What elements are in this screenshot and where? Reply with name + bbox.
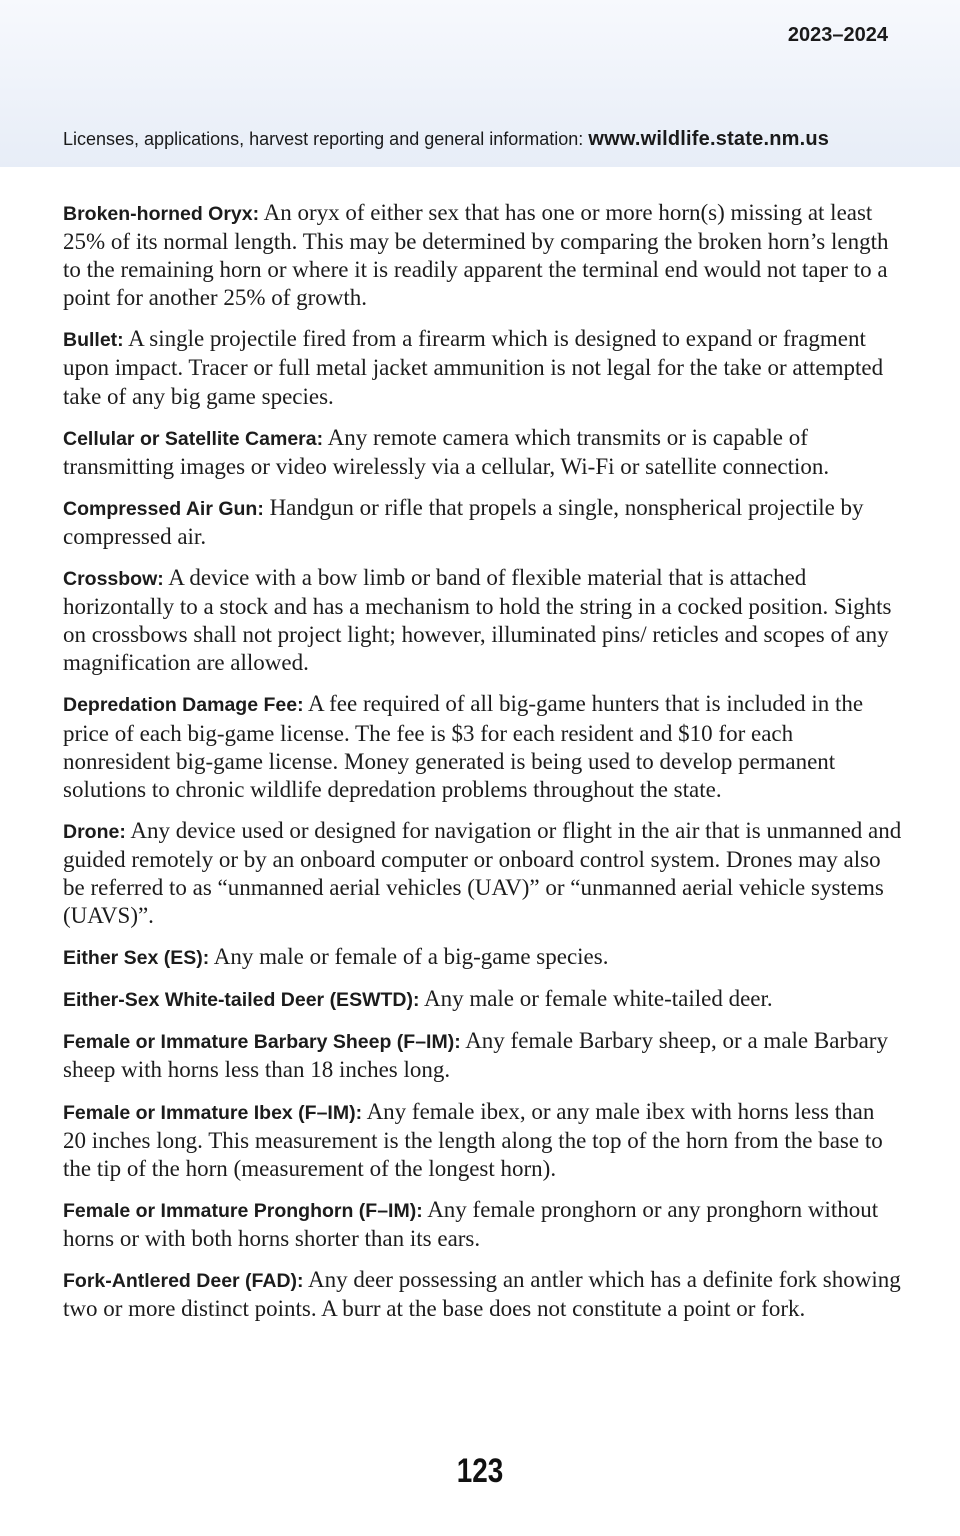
definition-term: Cellular or Satellite Camera: <box>63 427 324 450</box>
definition-entry <box>63 690 903 803</box>
definition-text: An oryx of either sex that has one or more horn(s) missing at least 25% of its normal length. This may be determined by comparing the broken horn’s length to the remaining horn or where it is readily apparent the terminal end would not taper to a point for another 25% of growth. <box>63 200 889 311</box>
definition-text: Handgun or rifle that propels a single, nonspherical projectile by compressed air. <box>63 494 864 549</box>
definition-entry <box>63 1098 903 1183</box>
definition-term: Female or Immature Ibex (F–IM): <box>63 1101 363 1124</box>
definition-entry <box>63 1027 903 1084</box>
definition-text: Any remote camera which transmits or is capable of transmitting images or video wirelessly via a cellular, Wi-Fi or satellite connection. <box>63 424 830 479</box>
definition-text: Any deer possessing an antler which has a definite fork showing two or more distinct points. A burr at the base does not constitute a point or fork. <box>63 1267 901 1322</box>
definition-text: Any male or female white-tailed deer. <box>423 986 773 1012</box>
definition-term: Crossbow: <box>63 568 164 591</box>
definition-term: Female or Immature Barbary Sheep (F–IM): <box>63 1031 461 1054</box>
definition-entry <box>63 424 903 481</box>
definition-text: Any female ibex, or any male ibex with horns less than 20 inches long. This measurement is the length along the top of the horn from the base to the tip of the horn (measurement of the longest horn). <box>63 1098 883 1181</box>
definition-term: Bullet: <box>63 329 124 352</box>
definition-text: Any male or female of a big-game species. <box>213 944 609 970</box>
definition-term: Female or Immature Pronghorn (F–IM): <box>63 1199 423 1222</box>
definition-term: Broken-horned Oryx: <box>63 203 260 225</box>
page-number: 123 <box>456 1452 504 1490</box>
definition-entry <box>63 325 903 410</box>
info-line <box>63 128 829 151</box>
info-text: Licenses, applications, harvest reporting and general information: <box>63 129 584 149</box>
definition-text: Any device used or designed for navigation or flight in the air that is unmanned and guided remotely or by an onboard computer or onboard control system. Drones may also be referred to as “unmanned aerial vehicles (UAV)” or “unmanned aerial vehicle systems (UAVS)”. <box>63 817 902 929</box>
website-link[interactable]: www.wildlife.state.nm.us <box>588 128 830 150</box>
definitions-list <box>63 199 903 1336</box>
definition-text: A fee required of all big-game hunters that is included in the price of each big-game license. The fee is $3 for each resident and $10 for each nonresident big-game license. Money generated is being used to develop permanent solutions to chronic wildlife depredation problems throughout the state. <box>63 691 864 802</box>
edition-year: 2023–2024 <box>787 24 888 46</box>
definition-entry <box>63 943 903 972</box>
definition-entry <box>63 1196 903 1253</box>
definition-entry <box>63 564 903 677</box>
definition-term: Either-Sex White-tailed Deer (ESWTD): <box>63 989 420 1012</box>
definition-term: Drone: <box>63 820 126 843</box>
definition-entry <box>63 199 903 312</box>
definition-term: Either Sex (ES): <box>63 947 210 970</box>
definition-entry <box>63 985 903 1014</box>
definition-entry <box>63 1266 903 1323</box>
definition-entry <box>63 817 903 930</box>
definition-text: Any female pronghorn or any pronghorn without horns or with both horns shorter than its ears. <box>63 1196 879 1251</box>
definition-text: A device with a bow limb or band of flexible material that is attached horizontally to a stock and has a mechanism to hold the string in a cocked position. Sights on crossbows shall not project light; however, illuminated pins/ reticles and scopes of any magnification are allowed. <box>63 565 892 676</box>
definition-entry <box>63 494 903 551</box>
definition-text: A single projectile fired from a firearm which is designed to expand or fragment upon impact. Tracer or full metal jacket ammunition is not legal for the take or attempted take of any big game species. <box>63 326 884 409</box>
definition-term: Compressed Air Gun: <box>63 497 264 520</box>
definition-text: Any female Barbary sheep, or a male Barbary sheep with horns less than 18 inches long. <box>63 1028 888 1083</box>
definition-term: Depredation Damage Fee: <box>63 694 304 717</box>
definition-term: Fork-Antlered Deer (FAD): <box>63 1270 304 1292</box>
